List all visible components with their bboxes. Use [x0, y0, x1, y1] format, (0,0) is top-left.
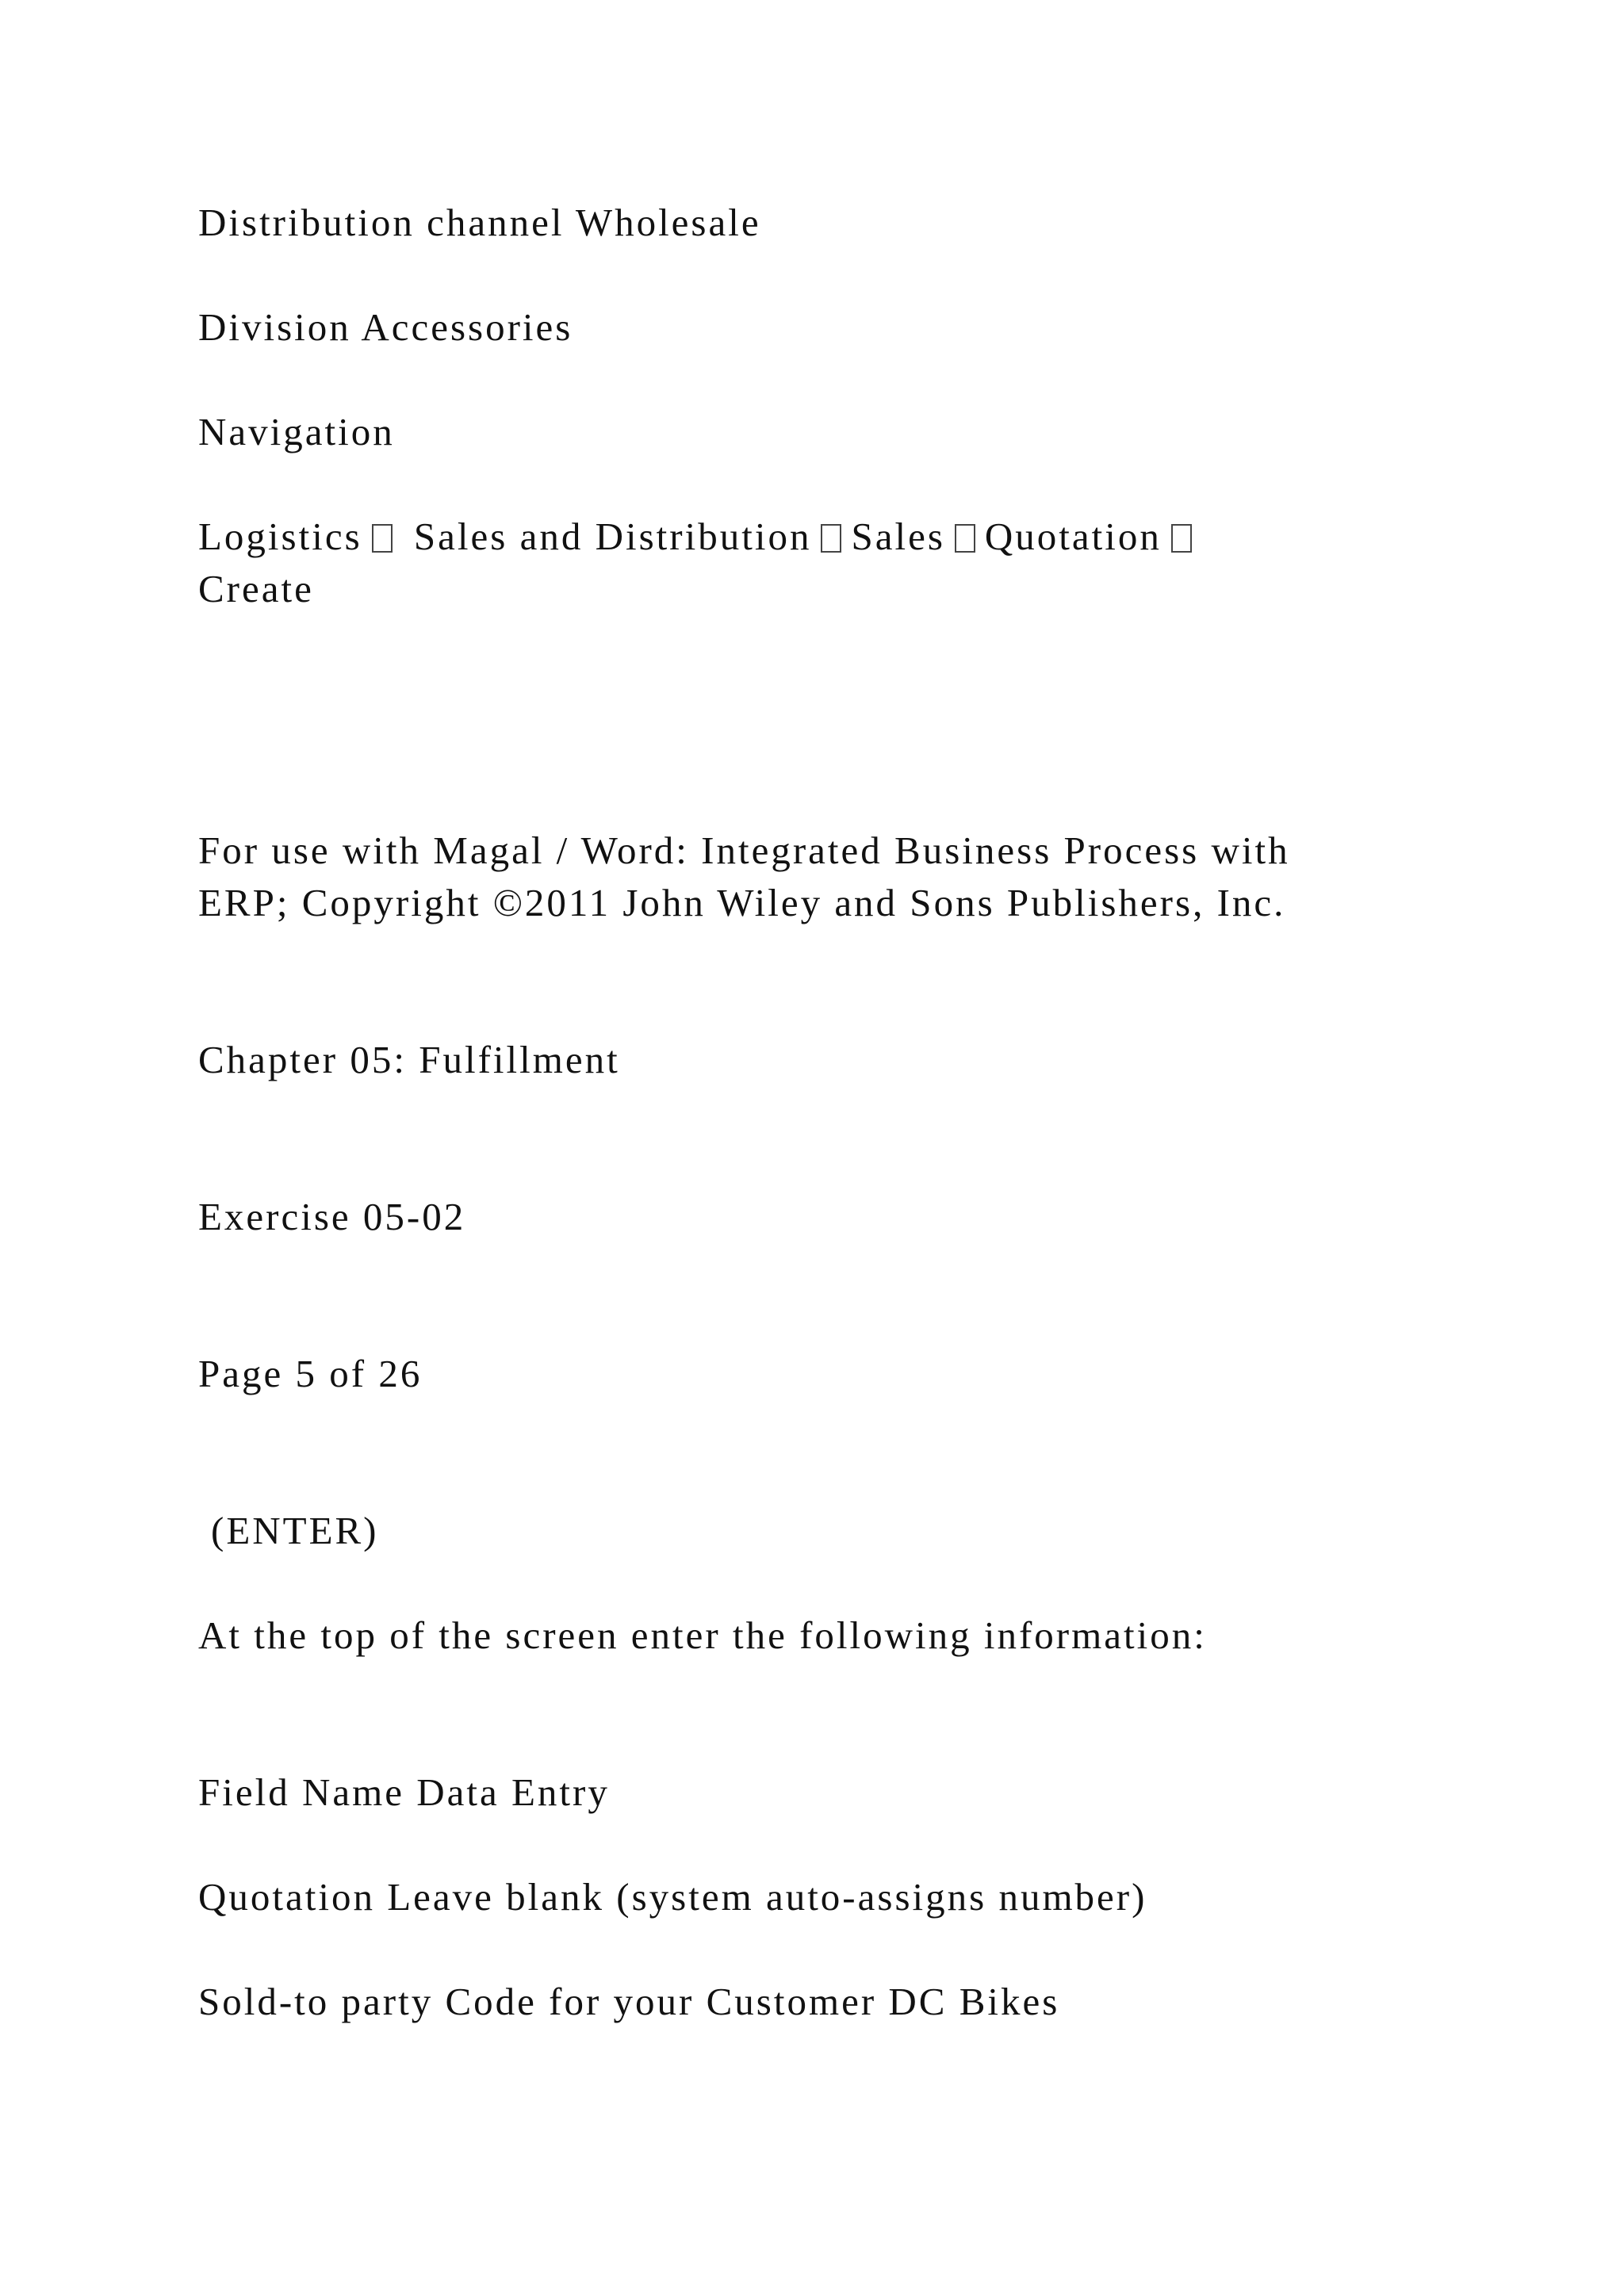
- table-row: Quotation Leave blank (system auto-assigns number): [198, 1875, 1147, 1919]
- arrow-separator-icon: [1171, 524, 1192, 553]
- enter-instruction: (ENTER): [211, 1509, 379, 1552]
- arrow-separator-icon: [955, 524, 975, 553]
- table-header: Field Name Data Entry: [198, 1770, 610, 1814]
- table-row: Sold-to party Code for your Customer DC Bikes: [198, 1980, 1060, 2023]
- division-line: Division Accessories: [198, 305, 573, 349]
- copyright-line-2: ERP; Copyright ©2011 John Wiley and Sons Publishers, Inc.: [198, 881, 1286, 924]
- top-of-screen-instruction: At the top of the screen enter the following information:: [198, 1613, 1207, 1657]
- chapter-title: Chapter 05: Fulfillment: [198, 1038, 620, 1081]
- arrow-separator-icon: [821, 524, 841, 553]
- nav-item-create: Create: [198, 567, 314, 610]
- nav-item-sales-and-distribution: Sales and Distribution: [413, 515, 812, 558]
- copyright-line-1: For use with Magal / Word: Integrated Business Process with: [198, 828, 1290, 872]
- nav-item-quotation: Quotation: [984, 515, 1162, 558]
- exercise-title: Exercise 05-02: [198, 1195, 466, 1238]
- navigation-path: [198, 511, 1435, 615]
- distribution-channel-line: Distribution channel Wholesale: [198, 201, 761, 244]
- nav-item-logistics: Logistics: [198, 515, 362, 558]
- arrow-separator-icon: [372, 524, 393, 553]
- page-number: Page 5 of 26: [198, 1352, 423, 1395]
- nav-item-sales: Sales: [851, 515, 945, 558]
- navigation-heading: Navigation: [198, 410, 395, 453]
